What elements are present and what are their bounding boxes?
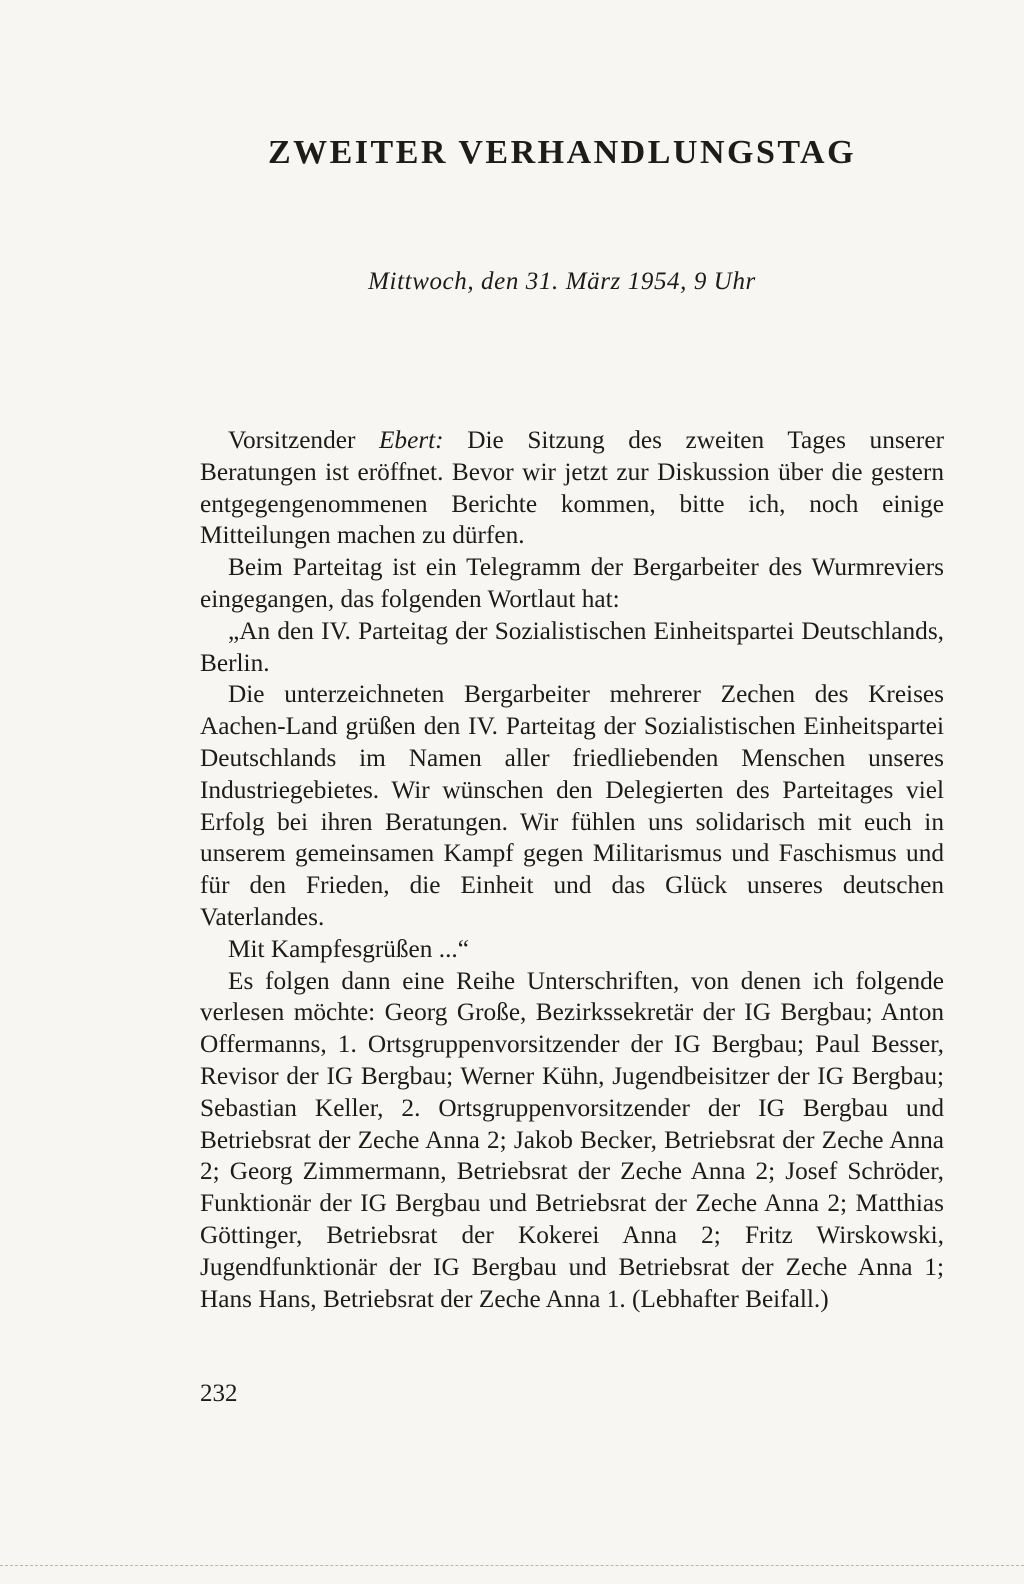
page-title: ZWEITER VERHANDLUNGSTAG [267,134,857,171]
paragraph-signatures: Es folgen dann eine Reihe Unterschriften, von denen ich folgende verlesen möchte: Georg Große, Bezirkssekretär der IG Bergbau; Anton Offermanns, 1. Ortsgruppenvorsitzender der IG Bergbau; Paul Besser, Revisor der IG Bergbau; Werner Kühn, Jugendbeisitzer der IG Bergbau; Sebastian Keller, 2. Ortsgruppenvorsitzender der IG Bergbau und Betriebsrat der Zeche Anna 2; Jakob Becker, Betriebsrat der Zeche Anna 2; Georg Zimmermann, Betriebsrat der Zeche Anna 2; Josef Schröder, Funktionär der IG Bergbau und Betriebsrat der Zeche Anna 2; Matthias Göttinger, Betriebsrat der Kokerei Anna 2; Fritz Wirskowski, Jugendfunktionär der IG Bergbau und Betriebsrat der Zeche Anna 1; Hans Hans, Betriebsrat der Zeche Anna 1. (Lebhafter Beifall.) [200,966,944,1313]
scan-edge-rule [0,1565,1024,1566]
page-number: 232 [200,1380,238,1407]
speaker-name: Ebert: [378,426,444,454]
speaker-role: Vorsitzender [228,426,379,454]
body-text [200,425,944,1315]
paragraph-telegram-body: Die unterzeichneten Bergarbeiter mehrerer Zechen des Kreises Aachen-Land grüßen den IV. Parteitag der Sozialistischen Einheitspartei Deutschlands im Namen aller friedliebenden Menschen unseres Industriegebietes. Wir wünschen den Delegierten des Parteitages viel Erfolg bei ihren Beratungen. Wir fühlen uns solidarisch mit euch in unserem gemeinsamen Kampf gegen Militarismus und Faschismus und für den Frieden, die Einheit und das Glück unseres deutschen Vaterlandes. [200,680,944,931]
paragraph-telegram-closing: Mit Kampfesgrüßen ...“ [228,934,469,963]
opening-text: Die Sitzung des zweiten Tages unserer Beratungen ist eröffnet. Bevor wir jetzt zur Diskussion über die gestern entgegengenommenen Berichte kommen, bitte ich, noch einige Mitteilungen machen zu dürfen. [200,426,944,550]
paragraph-telegram-intro: Beim Parteitag ist ein Telegramm der Bergarbeiter des Wurmreviers eingegangen, das folgenden Wortlaut hat: [200,553,944,613]
paragraph-telegram-address: „An den IV. Parteitag der Sozialistischen Einheitspartei Deutschlands, Berlin. [200,616,944,677]
paragraph-opening [200,425,944,552]
session-dateline: Mittwoch, den 31. März 1954, 9 Uhr [368,268,756,295]
